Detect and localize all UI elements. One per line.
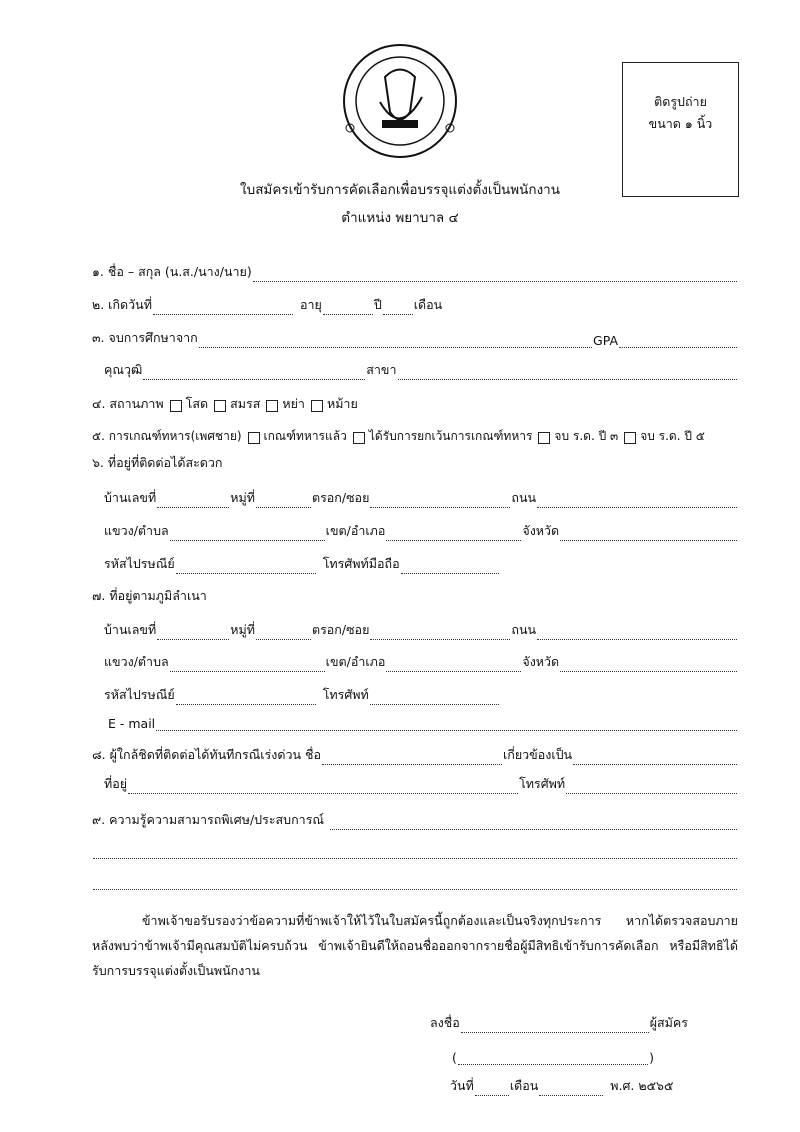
age-year-field[interactable]	[323, 302, 373, 315]
soi-field[interactable]	[370, 495, 510, 508]
military-checkbox-exempt[interactable]	[353, 432, 365, 444]
mobile-label: โทรศัพท์มือถือ	[322, 556, 400, 571]
home-subdistrict-field[interactable]	[170, 659, 325, 672]
house-label: บ้านเลขที่	[104, 490, 157, 505]
military-option: ได้รับการยกเว้นการเกณฑ์ทหาร	[368, 429, 533, 443]
close-paren: )	[649, 1050, 654, 1065]
education-field[interactable]	[199, 335, 592, 348]
status-checkbox-divorced[interactable]	[266, 400, 278, 412]
province-field[interactable]	[560, 528, 737, 541]
birth-field[interactable]	[153, 302, 293, 315]
photo-label-1: ติดรูปถ่าย	[654, 94, 707, 109]
road-field[interactable]	[537, 495, 737, 508]
postal-label: รหัสไปรษณีย์	[104, 556, 175, 571]
printed-name-field[interactable]	[458, 1052, 648, 1065]
subdistrict-label: แขวง/ตำบล	[104, 654, 169, 669]
home-phone-field[interactable]	[370, 692, 499, 705]
district-label: เขต/อำเภอ	[325, 654, 386, 669]
email-label: E - mail	[108, 716, 156, 731]
emergency-address-field[interactable]	[128, 781, 518, 794]
applicant-label: ผู้สมัคร	[649, 1015, 688, 1030]
relation-field[interactable]	[573, 752, 737, 765]
organization-logo	[340, 42, 460, 160]
date-day-field[interactable]	[475, 1083, 509, 1096]
emergency-phone-label: โทรศัพท์	[519, 776, 566, 791]
year-label: ปี	[373, 297, 382, 312]
province-label: จังหวัด	[522, 523, 560, 538]
month-label: เดือน	[413, 297, 443, 312]
military-checkbox-served[interactable]	[248, 432, 260, 444]
home-province-field[interactable]	[560, 659, 737, 672]
moo-label: หมู่ที่	[230, 490, 255, 505]
relation-label: เกี่ยวข้องเป็น	[503, 747, 573, 762]
subdistrict-label: แขวง/ตำบล	[104, 523, 169, 538]
province-label: จังหวัด	[522, 654, 560, 669]
district-field[interactable]	[386, 528, 521, 541]
date-label: วันที่	[450, 1078, 474, 1093]
form-title: ใบสมัครเข้ารับการคัดเลือกเพื่อบรรจุแต่งตั้งเป็นพนักงาน	[240, 182, 560, 198]
major-field[interactable]	[398, 367, 738, 380]
education-label: ๓. จบการศึกษาจาก	[92, 330, 198, 345]
contact-address-heading: ๖. ที่อยู่ที่ติดต่อได้สะดวก	[92, 455, 223, 470]
district-label: เขต/อำเภอ	[325, 523, 386, 538]
email-field[interactable]	[156, 718, 737, 731]
photo-label-2: ขนาด ๑ นิ้ว	[648, 116, 713, 131]
military-option: เกณฑ์ทหารแล้ว	[263, 429, 347, 443]
military-checkbox-rotc3[interactable]	[538, 432, 550, 444]
birth-label: ๒. เกิดวันที่	[92, 297, 152, 312]
soi-label: ตรอก/ซอย	[311, 490, 370, 505]
status-checkbox-widowed[interactable]	[311, 400, 323, 412]
degree-field[interactable]	[143, 367, 365, 380]
home-road-field[interactable]	[537, 627, 737, 640]
sign-label: ลงชื่อ	[430, 1015, 460, 1030]
age-label: อายุ	[299, 297, 322, 312]
subdistrict-field[interactable]	[170, 528, 325, 541]
road-label: ถนน	[511, 622, 537, 637]
major-label: สาขา	[366, 362, 397, 377]
soi-label: ตรอก/ซอย	[311, 622, 370, 637]
status-checkbox-single[interactable]	[170, 400, 182, 412]
open-paren: (	[452, 1050, 457, 1065]
date-month-field[interactable]	[539, 1083, 603, 1096]
form-subtitle: ตำแหน่ง พยาบาล ๔	[341, 210, 459, 226]
gpa-field[interactable]	[619, 335, 737, 348]
road-label: ถนน	[511, 490, 537, 505]
home-house-field[interactable]	[157, 627, 229, 640]
military-option: จบ ร.ด. ปี ๕	[640, 429, 705, 443]
status-checkbox-married[interactable]	[214, 400, 226, 412]
name-field[interactable]	[253, 269, 737, 282]
skills-field[interactable]	[330, 817, 737, 830]
military-option: จบ ร.ด. ปี ๓	[554, 429, 619, 443]
status-option: หย่า	[282, 396, 305, 411]
moo-label: หมู่ที่	[230, 622, 255, 637]
date-year: พ.ศ. ๒๕๖๕	[610, 1078, 674, 1093]
status-option: หม้าย	[326, 396, 358, 411]
declaration-text: ข้าพเจ้าขอรับรองว่าข้อความที่ข้าพเจ้าให้ไว้ในใบสมัครนี้ถูกต้องและเป็นจริงทุกประการ หากได้ตรวจสอบภายหลังพบว่าข้าพเจ้ามีคุณสมบัติไม่ครบถ้วน ข้าพเจ้ายินดีให้ถอนชื่อออกจากรายชื่อผู้มีสิทธิเข้ารับการคัดเลือก หรือมีสิทธิได้รับการบรรจุแต่งตั้งเป็นพนักงาน	[92, 913, 738, 978]
postal-field[interactable]	[176, 561, 316, 574]
age-month-field[interactable]	[383, 302, 413, 315]
emergency-name-field[interactable]	[322, 752, 502, 765]
house-field[interactable]	[157, 495, 229, 508]
postal-label: รหัสไปรษณีย์	[104, 687, 175, 702]
military-checkbox-rotc5[interactable]	[624, 432, 636, 444]
photo-placeholder	[622, 62, 739, 197]
moo-field[interactable]	[256, 495, 311, 508]
degree-label: คุณวุฒิ	[104, 362, 143, 377]
emergency-contact-label: ๘. ผู้ใกล้ชิดที่ติดต่อได้ทันทีกรณีเร่งด่วน ชื่อ	[92, 747, 321, 762]
emergency-phone-field[interactable]	[566, 781, 737, 794]
status-option: สมรส	[230, 396, 261, 411]
home-district-field[interactable]	[386, 659, 521, 672]
gpa-label: GPA	[593, 333, 618, 348]
military-label: ๕. การเกณฑ์ทหาร(เพศชาย)	[92, 429, 242, 443]
home-postal-field[interactable]	[176, 692, 316, 705]
skills-field-line-2[interactable]	[93, 846, 737, 859]
date-month-label: เดือน	[509, 1078, 539, 1093]
house-label: บ้านเลขที่	[104, 622, 157, 637]
mobile-field[interactable]	[401, 561, 499, 574]
home-moo-field[interactable]	[256, 627, 311, 640]
phone-label: โทรศัพท์	[322, 687, 369, 702]
status-option: โสด	[185, 396, 209, 411]
skills-field-line-3[interactable]	[93, 877, 737, 890]
signature-field[interactable]	[461, 1020, 649, 1033]
status-label: ๔. สถานภาพ	[92, 396, 164, 411]
emergency-address-label: ที่อยู่	[104, 776, 128, 791]
name-label: ๑. ชื่อ – สกุล (น.ส./นาง/นาย)	[92, 264, 252, 279]
home-soi-field[interactable]	[370, 627, 510, 640]
home-address-heading: ๗. ที่อยู่ตามภูมิลำเนา	[92, 588, 207, 603]
skills-label: ๙. ความรู้ความสามารถพิเศษ/ประสบการณ์	[92, 812, 325, 827]
